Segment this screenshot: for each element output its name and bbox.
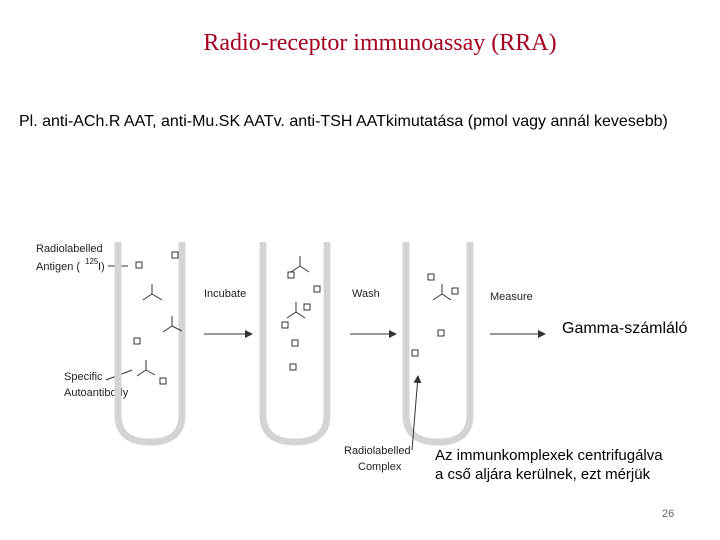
slide-subtitle: Pl. anti-ACh.R AAT, anti-Mu.SK AATv. anti-TSH AATkimutatása (pmol vagy annál kevesebb)	[19, 113, 668, 130]
immunocomplex-note: Az immunkomplexek centrifugálva a cső aljára kerülnek, ezt mérjük	[435, 447, 663, 483]
step-wash-label: Wash	[352, 288, 380, 300]
test-tube-2	[263, 242, 327, 442]
antigen-icon	[136, 262, 142, 268]
antibody-icon	[137, 360, 155, 376]
antigen-icon	[290, 364, 296, 370]
antigen-icon	[292, 340, 298, 346]
slide-title: Radio-receptor immunoassay (RRA)	[203, 30, 557, 56]
antigen-icon	[172, 252, 178, 258]
antibody-icon	[287, 302, 305, 318]
antigen-icon	[412, 350, 418, 356]
label-complex: Complex	[358, 461, 402, 473]
antibody-icon	[433, 284, 451, 300]
antigen-icon	[288, 272, 294, 278]
antigen-icon	[438, 330, 444, 336]
test-tube-3	[406, 242, 470, 442]
rra-process-diagram	[0, 230, 720, 480]
label-specific: Specific	[64, 371, 103, 383]
label-radiolabelled-antigen: Radiolabelled	[36, 243, 103, 255]
antigen-icon	[160, 378, 166, 384]
antigen-icon	[134, 338, 140, 344]
step-incubate-label: Incubate	[204, 288, 247, 300]
antigen-icon	[428, 274, 434, 280]
label-radiolabelled-complex: Radiolabelled	[344, 445, 411, 457]
tube-2-contents	[282, 256, 320, 370]
label-antigen: Antigen (	[36, 261, 81, 273]
step-measure-label: Measure	[490, 291, 533, 303]
antibody-icon	[291, 256, 309, 272]
label-autoantibody: Autoantibody	[64, 387, 129, 399]
antigen-icon	[452, 288, 458, 294]
gamma-counter-label: Gamma-számláló	[562, 320, 688, 337]
tube-1-contents	[134, 252, 182, 384]
antigen-icon	[282, 322, 288, 328]
antigen-icon	[304, 304, 310, 310]
page-number: 26	[662, 508, 675, 520]
label-isotope-symbol: I)	[98, 261, 105, 273]
label-isotope-mass: 125	[85, 257, 99, 266]
antigen-icon	[314, 286, 320, 292]
tube-3-contents	[412, 274, 458, 356]
antibody-icon	[143, 284, 162, 300]
test-tube-1	[118, 242, 182, 442]
